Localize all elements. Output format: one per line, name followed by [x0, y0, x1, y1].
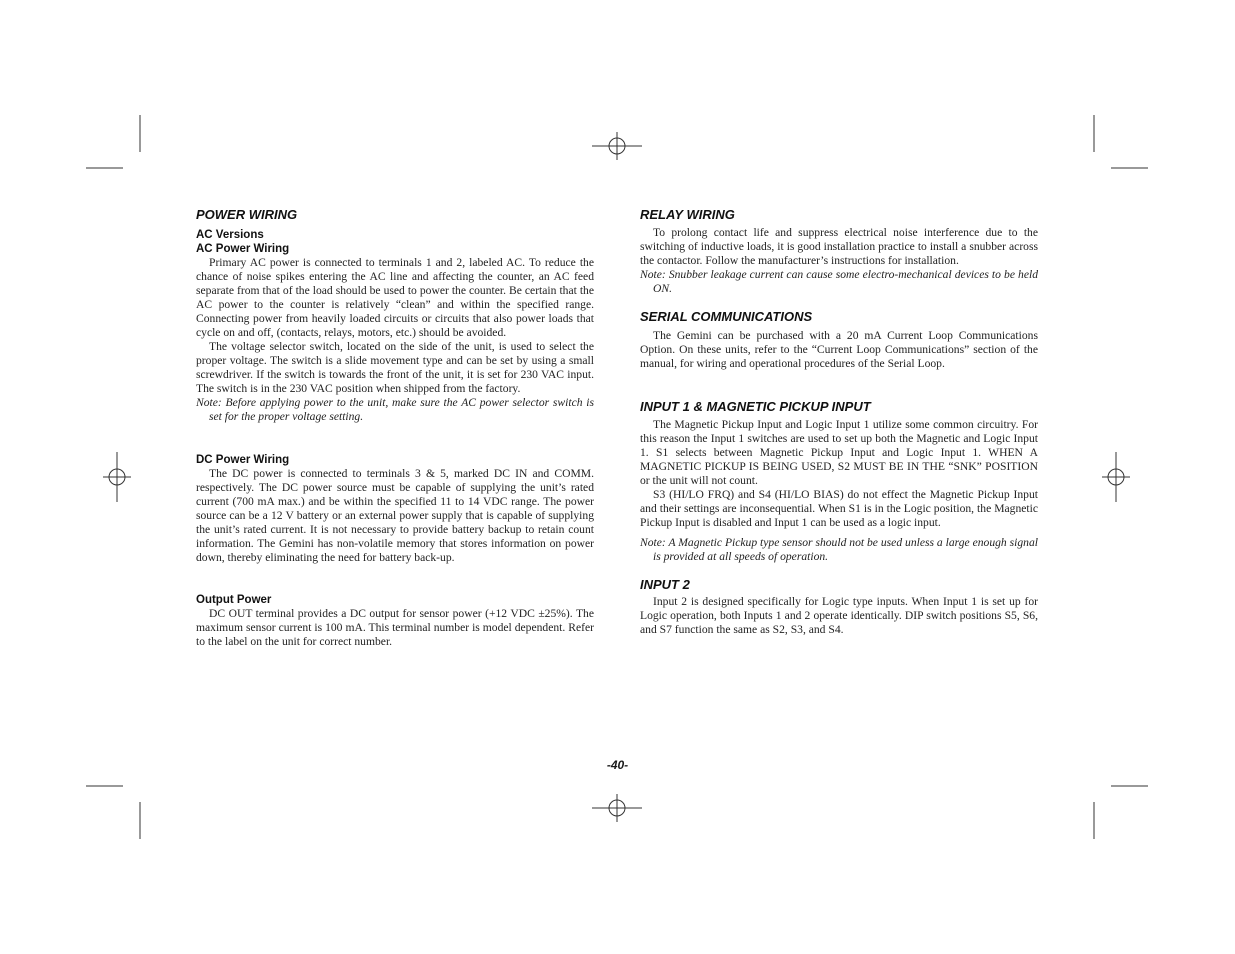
input1-note: Note: A Magnetic Pickup type sensor should not be used unless a large enough signal is provided at all speeds of operation. [640, 536, 1038, 563]
relay-wiring-paragraph: To prolong contact life and suppress electrical noise interference due to the switching of inductive loads, it is good installation practice to install a snubber across the contactor. Follow the manufacturer’s instructions for installation. [640, 226, 1038, 267]
registration-mark-top [592, 132, 642, 160]
serial-communications-title: SERIAL COMMUNICATIONS [640, 309, 813, 324]
dc-power-wiring-title: DC Power Wiring [196, 454, 290, 466]
input2-paragraph: Input 2 is designed specifically for Logic type inputs. When Input 1 is set up for Logic operation, both Inputs 1 and 2 operate identically. DIP switch positions S5, S6, and S7 function the same as S2, S3, and S4. [640, 595, 1038, 636]
right-column [640, 206, 1038, 637]
registration-mark-bottom [592, 794, 642, 822]
power-wiring-title: POWER WIRING [196, 207, 298, 222]
page-number: -40- [606, 758, 629, 772]
ac-versions-title: AC Versions [196, 229, 264, 241]
input1-paragraph-1: The Magnetic Pickup Input and Logic Input 1 utilize some common circuitry. For this reason the Input 1 switches are used to set up both the Magnetic and Logic Input 1. S1 selects between Magnetic Pickup Input and Logic Input 1. WHEN A MAGNETIC PICKUP IS BEING USED, S2 MUST BE IN THE “SNK” POSITION or the unit will not count. [640, 418, 1038, 487]
serial-communications-paragraph: The Gemini can be purchased with a 20 mA Current Loop Communications Option. On these units, refer to the “Current Loop Communications” section of the manual, for wiring and operational procedures of the Serial Loop. [640, 329, 1038, 370]
output-power-paragraph: DC OUT terminal provides a DC output for sensor power (+12 VDC ±25%). The maximum sensor current is 100 mA. This terminal number is model dependent. Refer to the label on the unit for correct number. [196, 607, 594, 648]
input1-paragraph-2: S3 (HI/LO FRQ) and S4 (HI/LO BIAS) do not effect the Magnetic Pickup Input and their settings are inconsequential. When S1 is in the Logic position, the Magnetic Pickup Input is disabled and Input 1 can be used as a logic input. [640, 488, 1038, 529]
ac-power-note: Note: Before applying power to the unit, make sure the AC power selector switch is set for the proper voltage setting. [196, 396, 594, 423]
ac-power-wiring-title: AC Power Wiring [196, 243, 290, 255]
input1-title: INPUT 1 & MAGNETIC PICKUP INPUT [640, 399, 871, 414]
registration-mark-left [103, 452, 131, 502]
left-column [196, 206, 594, 649]
relay-wiring-note: Note: Snubber leakage current can cause some electro-mechanical devices to be held ON. [640, 268, 1038, 295]
relay-wiring-title: RELAY WIRING [640, 207, 735, 222]
output-power-title: Output Power [196, 594, 272, 606]
input2-title: INPUT 2 [640, 577, 690, 592]
ac-power-paragraph-1: Primary AC power is connected to terminals 1 and 2, labeled AC. To reduce the chance of noise spikes entering the AC line and affecting the counter, an AC feed separate from that of the load should be used to power the counter. Be certain that the AC power to the counter is relatively “clean” and within the specified range. Connecting power from heavily loaded circuits or circuits that also power loads that cycle on and off, (contacts, relays, motors, etc.) should be avoided. [196, 256, 594, 339]
registration-mark-right [1102, 452, 1130, 502]
ac-power-paragraph-2: The voltage selector switch, located on the side of the unit, is used to select the proper voltage. The switch is a slide movement type and can be set by using a small screwdriver. If the switch is towards the front of the unit, it is set for 230 VAC input. The switch is in the 230 VAC position when shipped from the factory. [196, 340, 594, 395]
dc-power-paragraph: The DC power is connected to terminals 3 & 5, marked DC IN and COMM. respectively. The DC power source must be capable of supplying the unit’s rated current (700 mA max.) and be within the specified 11 to 14 VDC range. The power source can be a 12 V battery or an external power supply that is capable of supplying the unit’s rated current. It is not necessary to provide battery backup to retain count information. The Gemini has non-volatile memory that stores information on power down, thereby eliminating the need for battery back-up. [196, 467, 594, 564]
